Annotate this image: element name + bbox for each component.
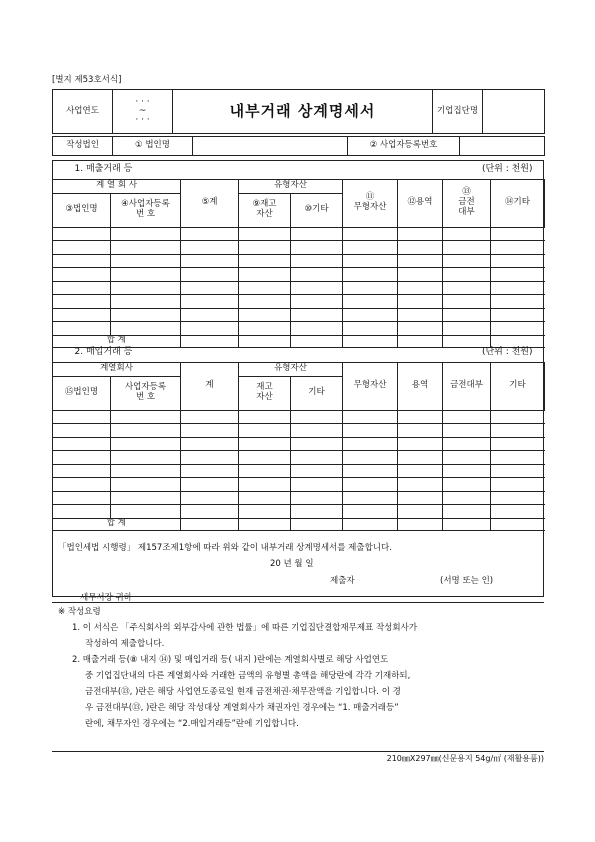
sales-corp-name-header: ③법인명 xyxy=(53,193,111,227)
group-name-label: 기업집단명 xyxy=(433,90,483,134)
purchase-cell[interactable] xyxy=(111,451,181,465)
purchase-cell[interactable] xyxy=(53,478,111,492)
purchase-service-header: 용역 xyxy=(398,362,443,410)
purchase-cell[interactable] xyxy=(443,464,491,478)
note-item-2-line-2: 중 기업집단내의 다른 계열회사와 거래한 금액의 유형별 총액을 해당란에 각각 기재하되, xyxy=(85,671,411,681)
purchase-table-row xyxy=(53,437,545,451)
purchase-cell[interactable] xyxy=(53,437,111,451)
purchase-cell[interactable] xyxy=(343,451,398,465)
sales-total-label: 합 계 xyxy=(53,335,181,347)
sales-table-row xyxy=(53,227,545,241)
purchase-cell[interactable] xyxy=(111,491,181,505)
page-title: 내부거래 상계명세서 xyxy=(173,90,433,134)
purchase-cell[interactable] xyxy=(491,478,545,492)
declaration-date: 20 년 월 일 xyxy=(270,559,314,569)
bottom-border xyxy=(52,751,544,752)
purchase-cell[interactable] xyxy=(491,410,545,424)
sales-cell[interactable] xyxy=(491,308,545,322)
sales-cell[interactable] xyxy=(491,254,545,268)
sales-table-row xyxy=(53,281,545,295)
sales-cell[interactable] xyxy=(239,308,291,322)
purchase-table-row xyxy=(53,451,545,465)
sales-table-row xyxy=(53,268,545,282)
sales-cell[interactable] xyxy=(443,281,491,295)
purchase-total-cell[interactable] xyxy=(239,518,291,530)
purchase-cell[interactable] xyxy=(398,491,443,505)
sales-cell[interactable] xyxy=(398,241,443,255)
sales-inventory-text-2: 자산 xyxy=(256,209,273,219)
sales-cell[interactable] xyxy=(491,295,545,309)
sales-reg-no-header xyxy=(111,193,181,227)
purchase-table-row xyxy=(53,424,545,438)
sales-cell[interactable] xyxy=(53,254,111,268)
submitter-label: 제출자 xyxy=(330,576,355,586)
purchase-total-cell[interactable] xyxy=(398,518,443,530)
purchase-table-row xyxy=(53,505,545,519)
period-start: · · · xyxy=(135,97,150,107)
purchase-total-cell[interactable] xyxy=(291,518,343,530)
sales-cell[interactable] xyxy=(111,254,181,268)
sales-section-title: 1. 매출거래 등 xyxy=(74,164,133,175)
sales-tangible-header: 유형자산 xyxy=(239,179,343,193)
sales-cell[interactable] xyxy=(181,227,239,241)
sales-cell[interactable] xyxy=(181,268,239,282)
fiscal-year-label: 사업연도 xyxy=(53,90,113,134)
purchase-cell[interactable] xyxy=(398,451,443,465)
sales-cell[interactable] xyxy=(239,268,291,282)
corp-name-field[interactable] xyxy=(193,137,348,156)
sales-cell[interactable] xyxy=(239,254,291,268)
purchase-cell[interactable] xyxy=(491,451,545,465)
purchase-cell[interactable] xyxy=(239,410,291,424)
reg-no-field[interactable] xyxy=(460,137,545,156)
sales-cell[interactable] xyxy=(443,308,491,322)
purchase-cell[interactable] xyxy=(181,410,239,424)
purchase-cell[interactable] xyxy=(239,505,291,519)
sales-cell[interactable] xyxy=(343,254,398,268)
note-item-1-line-2: 작성하여 제출합니다. xyxy=(85,639,165,649)
declaration-text: 「법인세법 시행령」 제157조제1항에 따라 위와 같이 내부거래 상계명세서를 제출합니다. xyxy=(58,543,392,553)
purchase-cell[interactable] xyxy=(343,478,398,492)
sales-reg-no-text-1: ④사업자등록 xyxy=(121,199,170,210)
sales-cell[interactable] xyxy=(343,281,398,295)
purchase-table-row xyxy=(53,464,545,478)
sales-cell[interactable] xyxy=(239,227,291,241)
sales-service-header: ⑫용역 xyxy=(398,179,443,227)
purchase-table-row xyxy=(53,410,545,424)
note-item-2-line-4: 우 금전대부(⑬, )란은 해당 작성대상 계열회사가 채권자인 경우에는 “1. 매출거래등” xyxy=(85,703,399,713)
purchase-cell[interactable] xyxy=(239,437,291,451)
purchase-cell[interactable] xyxy=(239,424,291,438)
purchase-cell[interactable] xyxy=(181,451,239,465)
sales-cell[interactable] xyxy=(343,241,398,255)
purchase-cell[interactable] xyxy=(443,410,491,424)
sales-reg-no-text-2: 번 호 xyxy=(135,209,156,219)
purchase-cell[interactable] xyxy=(53,451,111,465)
note-item-2-line-5: 란에, 채무자인 경우에는 “2.매입거래등”란에 기입합니다. xyxy=(85,719,299,729)
purchase-cell[interactable] xyxy=(239,451,291,465)
purchase-cell[interactable] xyxy=(291,437,343,451)
sales-intangible-text: 무형자산 xyxy=(353,202,387,212)
writer-table xyxy=(52,136,545,156)
purchase-cell[interactable] xyxy=(343,505,398,519)
sales-total-header: ⑤계 xyxy=(181,179,239,227)
purchase-cell[interactable] xyxy=(343,410,398,424)
sales-cell[interactable] xyxy=(111,268,181,282)
sales-cell[interactable] xyxy=(53,308,111,322)
purchase-table-row xyxy=(53,491,545,505)
sales-cell[interactable] xyxy=(398,308,443,322)
purchase-cell[interactable] xyxy=(291,424,343,438)
purchase-cell[interactable] xyxy=(291,451,343,465)
sales-table-row xyxy=(53,308,545,322)
purchase-inventory-text-1: 재고 xyxy=(256,382,273,393)
corp-name-label: ① 법인명 xyxy=(113,137,193,156)
sales-cell[interactable] xyxy=(111,295,181,309)
sales-cell[interactable] xyxy=(291,241,343,255)
sales-cell[interactable] xyxy=(398,295,443,309)
purchase-cell[interactable] xyxy=(53,410,111,424)
purchase-total-cell[interactable] xyxy=(181,518,239,530)
purchase-cell[interactable] xyxy=(398,505,443,519)
purchase-cell[interactable] xyxy=(53,424,111,438)
sales-cell[interactable] xyxy=(53,322,111,336)
sales-cell[interactable] xyxy=(398,281,443,295)
purchase-cell[interactable] xyxy=(111,410,181,424)
sales-cell[interactable] xyxy=(291,308,343,322)
purchase-cell[interactable] xyxy=(491,424,545,438)
signature-label: (서명 또는 인) xyxy=(440,576,494,586)
sales-cell[interactable] xyxy=(398,268,443,282)
purchase-cell[interactable] xyxy=(343,464,398,478)
purchase-cell[interactable] xyxy=(111,478,181,492)
purchase-cell[interactable] xyxy=(398,424,443,438)
purchase-cell[interactable] xyxy=(343,491,398,505)
purchase-cell[interactable] xyxy=(181,437,239,451)
notes-block xyxy=(58,604,542,732)
sales-cell[interactable] xyxy=(491,268,545,282)
purchase-cell[interactable] xyxy=(291,410,343,424)
purchase-cell[interactable] xyxy=(53,491,111,505)
purchase-total-cell[interactable] xyxy=(491,518,545,530)
sales-cell[interactable] xyxy=(443,227,491,241)
purchase-cell[interactable] xyxy=(491,437,545,451)
sales-table-row xyxy=(53,295,545,309)
sales-table-row xyxy=(53,241,545,255)
sales-cell[interactable] xyxy=(398,254,443,268)
period-separator: ~ xyxy=(138,106,147,116)
form-label: [별지 제53호서식] xyxy=(52,75,122,85)
fiscal-period xyxy=(113,90,173,134)
purchase-unit: (단위 : 천원) xyxy=(481,347,533,358)
purchase-tangible-header: 유형자산 xyxy=(239,362,343,376)
purchase-cell[interactable] xyxy=(491,491,545,505)
sales-cell[interactable] xyxy=(291,322,343,336)
note-item-2-line-1: 2. 매출거래 등(⑧ 내지 ⑭) 및 매입거래 등( 내지 )란에는 계열회사별로 해당 사업연도 xyxy=(72,655,389,665)
note-item-2-line-3: 금전대부(⑬, )란은 해당 사업연도종료일 현재 금전채권·채무잔액을 기입합니다. 이 경 xyxy=(85,687,401,697)
purchase-cell[interactable] xyxy=(291,505,343,519)
purchase-cell[interactable] xyxy=(343,424,398,438)
purchase-cell[interactable] xyxy=(291,491,343,505)
sales-cell[interactable] xyxy=(239,281,291,295)
sales-cell[interactable] xyxy=(239,322,291,336)
sales-cell[interactable] xyxy=(53,268,111,282)
sales-cell[interactable] xyxy=(181,322,239,336)
sales-cell[interactable] xyxy=(491,227,545,241)
sales-cell[interactable] xyxy=(53,227,111,241)
purchase-cell[interactable] xyxy=(181,424,239,438)
purchase-cell[interactable] xyxy=(239,478,291,492)
note-item-1-line-1: 1. 이 서식은 「주식회사의 외부감사에 관한 법률」에 따른 기업집단결합재무제표 작성회사가 xyxy=(72,623,418,633)
purchase-cell[interactable] xyxy=(181,464,239,478)
purchase-cell[interactable] xyxy=(111,424,181,438)
sales-cell[interactable] xyxy=(291,281,343,295)
purchase-reg-no-text-2: 번 호 xyxy=(135,392,156,402)
sales-cell[interactable] xyxy=(343,308,398,322)
purchase-cell[interactable] xyxy=(343,437,398,451)
sales-cell[interactable] xyxy=(491,281,545,295)
sales-cell[interactable] xyxy=(343,268,398,282)
sales-cell[interactable] xyxy=(181,308,239,322)
reg-no-label: ② 사업자등록번호 xyxy=(348,137,460,156)
purchase-cell[interactable] xyxy=(239,491,291,505)
sales-inventory-text-1: ⑨재고 xyxy=(252,199,277,210)
sales-cell[interactable] xyxy=(181,295,239,309)
sales-cell[interactable] xyxy=(111,322,181,336)
purchase-total-label: 합 계 xyxy=(53,518,181,530)
sales-loan-text-1: 금전 xyxy=(458,197,475,208)
sales-other-tangible-header: ⑩기타 xyxy=(291,193,343,227)
sales-cell[interactable] xyxy=(491,322,545,336)
recipient-label: 세무서장 귀하 xyxy=(80,593,132,603)
sales-intangible-num: ⑪ xyxy=(365,192,375,203)
sales-cell[interactable] xyxy=(239,295,291,309)
sales-table xyxy=(52,160,545,348)
purchase-intangible-header: 무형자산 xyxy=(343,362,398,410)
purchase-cell[interactable] xyxy=(291,478,343,492)
sales-cell[interactable] xyxy=(443,268,491,282)
header-table xyxy=(52,89,545,134)
sales-intangible-header xyxy=(343,179,398,227)
sales-cell[interactable] xyxy=(291,254,343,268)
purchase-section-title: 2. 매입거래 등 xyxy=(74,347,133,358)
sales-cell[interactable] xyxy=(53,281,111,295)
purchase-cell[interactable] xyxy=(443,424,491,438)
sales-cell[interactable] xyxy=(398,227,443,241)
sales-cell[interactable] xyxy=(239,241,291,255)
sales-cell[interactable] xyxy=(491,241,545,255)
purchase-cell[interactable] xyxy=(443,505,491,519)
purchase-cell[interactable] xyxy=(491,464,545,478)
sales-cell[interactable] xyxy=(111,308,181,322)
purchase-cell[interactable] xyxy=(398,464,443,478)
sales-cell[interactable] xyxy=(181,241,239,255)
purchase-total-header: 계 xyxy=(181,362,239,410)
purchase-cell[interactable] xyxy=(111,464,181,478)
sales-other-header: ⑭기타 xyxy=(491,179,545,227)
sales-cell[interactable] xyxy=(111,281,181,295)
purchase-cell[interactable] xyxy=(111,505,181,519)
sales-cell[interactable] xyxy=(343,322,398,336)
sales-loan-header xyxy=(443,179,491,227)
sales-cell[interactable] xyxy=(343,227,398,241)
purchase-table xyxy=(52,343,545,531)
sales-inventory-header xyxy=(239,193,291,227)
purchase-cell[interactable] xyxy=(111,437,181,451)
purchase-cell[interactable] xyxy=(398,410,443,424)
sales-cell[interactable] xyxy=(398,322,443,336)
sales-cell[interactable] xyxy=(343,295,398,309)
sales-cell[interactable] xyxy=(443,322,491,336)
sales-cell[interactable] xyxy=(291,227,343,241)
purchase-cell[interactable] xyxy=(443,478,491,492)
purchase-affiliate-header: 계열회사 xyxy=(53,362,181,376)
purchase-inventory-header xyxy=(239,376,291,410)
sales-cell[interactable] xyxy=(291,295,343,309)
purchase-cell[interactable] xyxy=(181,478,239,492)
sales-cell[interactable] xyxy=(111,227,181,241)
purchase-cell[interactable] xyxy=(443,437,491,451)
writer-label: 작성법인 xyxy=(53,137,113,156)
paper-spec: 210㎜X297㎜(신문용지 54g/㎡ (재활용품)) xyxy=(386,754,544,763)
sales-cell[interactable] xyxy=(181,254,239,268)
purchase-corp-name-header: ⑮법인명 xyxy=(53,376,111,410)
purchase-inventory-text-2: 자산 xyxy=(256,392,273,402)
sales-cell[interactable] xyxy=(443,295,491,309)
purchase-other-tangible-header: 기타 xyxy=(291,376,343,410)
sales-cell[interactable] xyxy=(181,281,239,295)
sales-cell[interactable] xyxy=(53,241,111,255)
sales-unit: (단위 : 천원) xyxy=(481,164,533,175)
group-name-field[interactable] xyxy=(483,90,545,134)
purchase-cell[interactable] xyxy=(443,491,491,505)
purchase-cell[interactable] xyxy=(291,464,343,478)
sales-cell[interactable] xyxy=(443,241,491,255)
purchase-cell[interactable] xyxy=(443,451,491,465)
sales-loan-num: ⑬ xyxy=(462,187,471,198)
sales-loan-text-2: 대부 xyxy=(458,206,475,217)
sales-table-row xyxy=(53,322,545,336)
purchase-cell[interactable] xyxy=(181,491,239,505)
sales-cell[interactable] xyxy=(53,295,111,309)
purchase-cell[interactable] xyxy=(53,505,111,519)
purchase-cell[interactable] xyxy=(491,505,545,519)
sales-table-row xyxy=(53,254,545,268)
purchase-total-cell[interactable] xyxy=(343,518,398,530)
purchase-reg-no-text-1: 사업자등록 xyxy=(124,382,167,393)
sales-affiliate-header: 계 열 회 사 xyxy=(53,179,181,193)
purchase-reg-no-header xyxy=(111,376,181,410)
notes-heading: ※ 작성요령 xyxy=(58,607,101,617)
sales-cell[interactable] xyxy=(443,254,491,268)
divider xyxy=(52,602,544,603)
purchase-other-header: 기타 xyxy=(491,362,545,410)
sales-cell[interactable] xyxy=(291,268,343,282)
purchase-cell[interactable] xyxy=(398,478,443,492)
purchase-cell[interactable] xyxy=(181,505,239,519)
purchase-table-row xyxy=(53,478,545,492)
purchase-cell[interactable] xyxy=(239,464,291,478)
purchase-total-cell[interactable] xyxy=(443,518,491,530)
purchase-cell[interactable] xyxy=(398,437,443,451)
sales-cell[interactable] xyxy=(111,241,181,255)
purchase-loan-header: 금전대부 xyxy=(443,362,491,410)
period-end: · · · xyxy=(135,115,150,125)
purchase-cell[interactable] xyxy=(53,464,111,478)
